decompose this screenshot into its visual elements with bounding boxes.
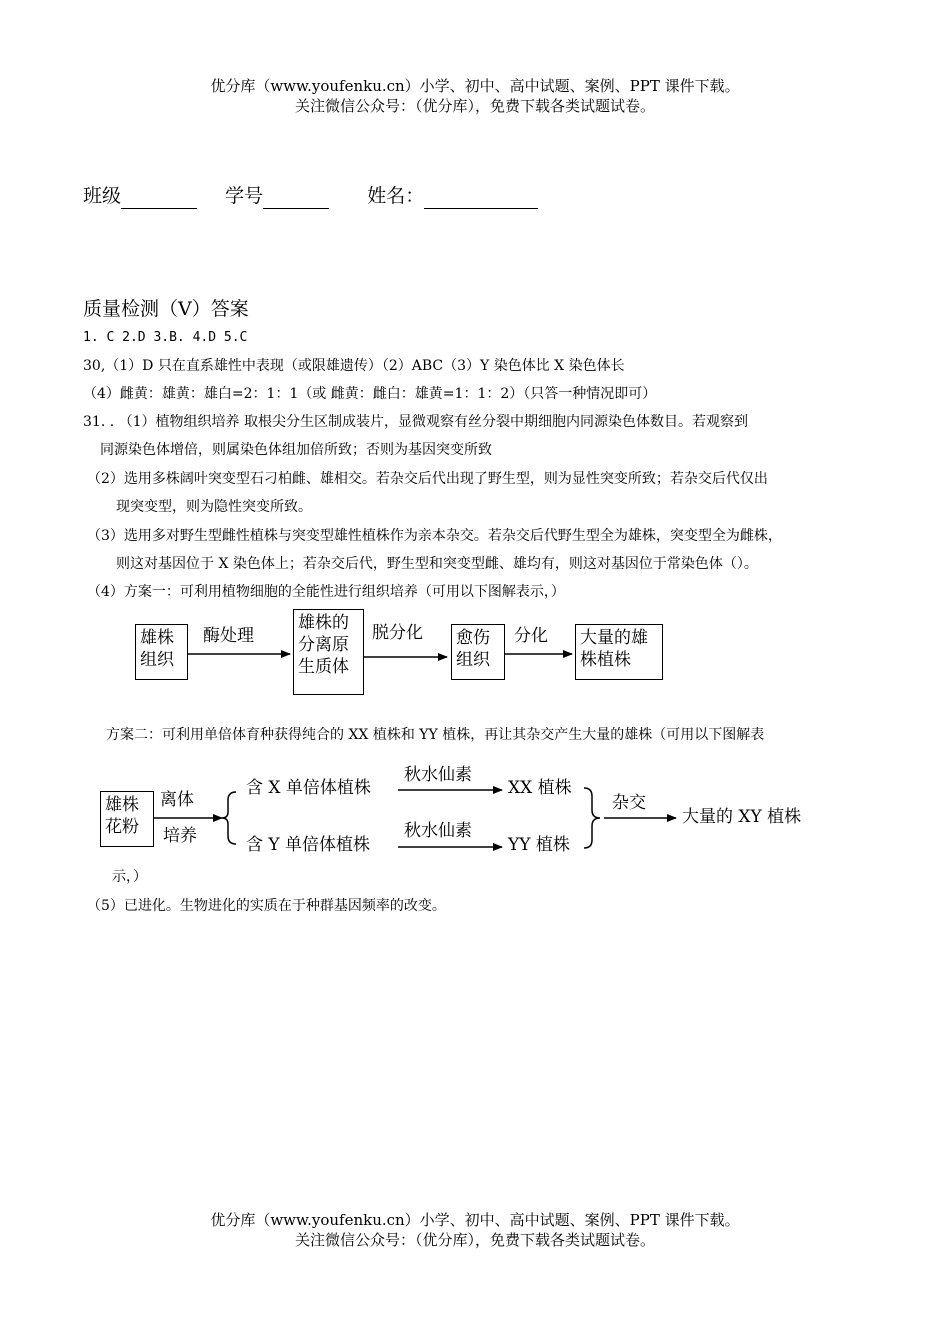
label-colchicine-2: 秋水仙素 <box>404 821 472 841</box>
result-xy-plants: 大量的 XY 植株 <box>682 807 802 827</box>
header-line-1: 优分库（www.youfenku.cn）小学、初中、高中试题、案例、PPT 课件下载。 <box>210 77 740 95</box>
answer-q31-2a: （2）选用多株阔叶突变型石刁柏雌、雄相交。若杂交后代出现了野生型，则为显性突变所致；若杂交后代仅出 <box>87 471 768 487</box>
page-title: 质量检测（V）答案 <box>83 298 249 320</box>
footer-line-1: 优分库（www.youfenku.cn）小学、初中、高中试题、案例、PPT 课件下载。 <box>210 1211 740 1229</box>
label-cross: 杂交 <box>612 793 646 813</box>
label-enzyme: 酶处理 <box>203 626 254 646</box>
number-label: 学号 <box>225 185 264 207</box>
box-many-male-plants: 大量的雄株植株 <box>575 624 663 680</box>
answer-q30-line2: （4）雌黄：雄黄：雄白=2：1：1（或 雌黄：雌白：雄黄=1：1：2）（只答一种情况即可） <box>83 386 657 402</box>
box-callus: 愈伤组织 <box>451 624 505 680</box>
answer-q31-1b: 同源染色体增倍，则属染色体组加倍所致；否则为基因突变所致 <box>100 442 492 458</box>
label-culture: 培养 <box>163 826 197 846</box>
box-male-tissue: 雄株组织 <box>135 624 188 680</box>
left-brace <box>222 792 236 844</box>
box-protoplast: 雄株的分离原生质体 <box>293 609 364 695</box>
branch-x-haploid: 含 X 单倍体植株 <box>246 778 371 798</box>
footer-line-2: 关注微信公众号：（优分库），免费下载各类试题试卷。 <box>294 1231 655 1249</box>
result-yy: YY 植株 <box>508 835 570 855</box>
right-brace <box>584 788 600 848</box>
label-colchicine-1: 秋水仙素 <box>404 765 472 785</box>
answer-q31-2b: 现突变型，则为隐性突变所致。 <box>116 499 312 515</box>
plan2-text: 方案二：可利用单倍体育种获得纯合的 XX 植株和 YY 植株，再让其杂交产生大量的雄株（可用以下图解表 <box>106 727 765 743</box>
plan2-text-end: 示，） <box>112 869 147 885</box>
name-label: 姓名： <box>367 185 425 207</box>
answer-q31-1a: 31. . （1）植物组织培养 取根尖分生区制成装片，显微观察有丝分裂中期细胞内同源染色体数目。若观察到 <box>83 414 748 430</box>
answer-q31-4: （4）方案一：可利用植物细胞的全能性进行组织培养（可用以下图解表示，） <box>87 584 565 600</box>
answer-mc: 1. C 2.D 3.B. 4.D 5.C <box>83 330 248 345</box>
label-differentiation: 分化 <box>514 626 548 646</box>
answer-q31-3b: 则这对基因位于 X 染色体上；若杂交后代，野生型和突变型雌、雄均有，则这对基因位于常染色体（）。 <box>116 556 758 572</box>
class-label: 班级 <box>83 185 122 207</box>
box-pollen: 雄株花粉 <box>100 791 154 847</box>
label-isolated: 离体 <box>160 790 194 810</box>
header-line-2: 关注微信公众号：（优分库），免费下载各类试题试卷。 <box>294 97 655 115</box>
answer-q31-3a: （3）选用多对野生型雌性植株与突变型雄性植株作为亲本杂交。若杂交后代野生型全为雄株，突变型全为雌株， <box>87 528 782 544</box>
branch-y-haploid: 含 Y 单倍体植株 <box>246 835 371 855</box>
answer-q31-5: （5）已进化。生物进化的实质在于种群基因频率的改变。 <box>87 898 446 914</box>
result-xx: XX 植株 <box>508 778 572 798</box>
label-dedifferentiation: 脱分化 <box>372 623 423 643</box>
answer-q30-line1: 30,（1）D 只在直系雄性中表现（或限雄遗传）（2）ABC（3）Y 染色体比 X 染色体长 <box>83 358 625 374</box>
